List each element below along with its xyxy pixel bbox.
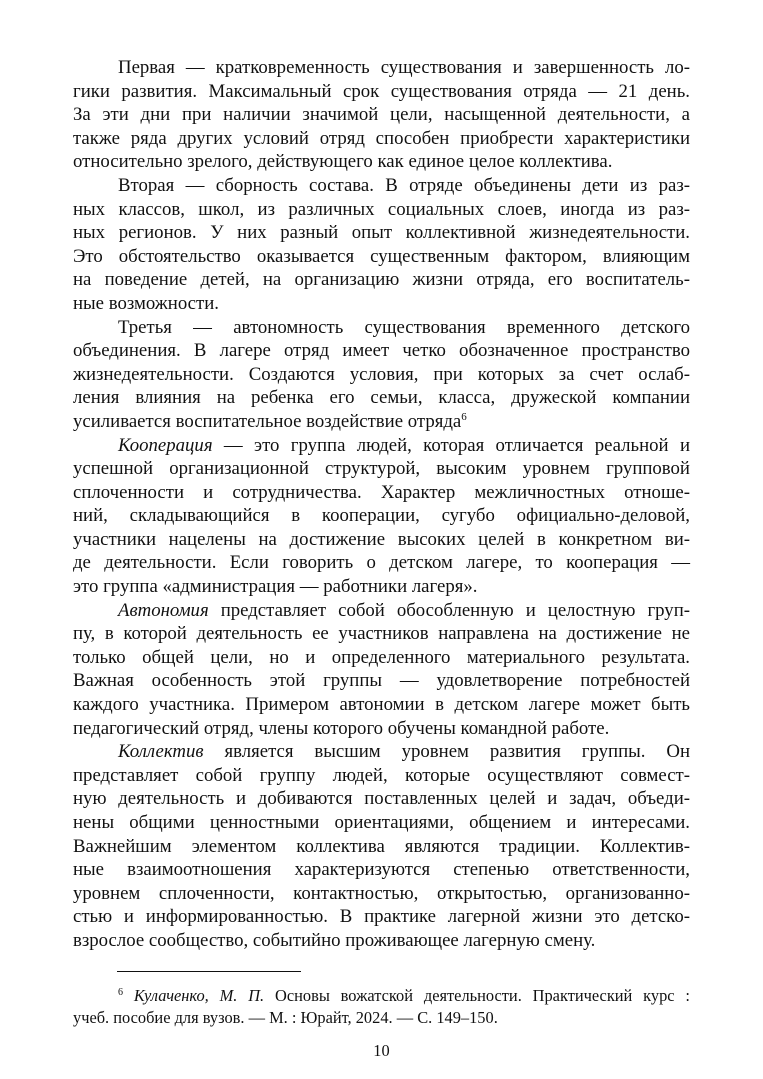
- text-line: ний, складывающийся в кооперации, сугубо официально-деловой,: [73, 505, 690, 527]
- text-line: объединения. В лагере отряд имеет четко обозначенное пространство: [73, 340, 690, 362]
- text-line: гики развития. Максимальный срок существования отряда — 21 день.: [73, 80, 690, 102]
- text-line: За эти дни при наличии значимой цели, насыщенной деятельности, а: [73, 104, 690, 126]
- text-line: каждого участника. Примером автономии в детском лагере может быть: [73, 694, 690, 716]
- text-line: Важная особенность этой группы — удовлетворение потребностей: [73, 670, 690, 692]
- text-fragment: представляет собой обособленную и целостную груп-: [208, 599, 690, 621]
- paragraph-3: [73, 316, 690, 434]
- text-line: [73, 410, 690, 434]
- footnote-reference: 6: [461, 410, 467, 423]
- text-line: успешной организационной структурой, высоким уровнем групповой: [73, 458, 690, 480]
- paragraph-autonomy: [73, 599, 690, 741]
- text-line: ную деятельность и добиваются поставленных целей и задач, объеди-: [73, 788, 690, 810]
- text-line: Третья — автономность существования временного детского: [118, 316, 690, 338]
- text-line: на поведение детей, на организацию жизни отряда, его воспитатель-: [73, 269, 690, 291]
- page-body: [73, 56, 690, 953]
- text-line: взрослое сообщество, событийно проживающее лагерную смену.: [73, 929, 596, 951]
- text-fragment: — это группа людей, которая отличается реальной и: [212, 434, 690, 456]
- footnote-separator: [117, 971, 301, 972]
- text-line: это группа «администрация — работники лагеря».: [73, 576, 478, 598]
- text-line: сплоченности и сотрудничества. Характер межличностных отноше-: [73, 481, 690, 503]
- text-fragment: является высшим уровнем развития группы. Он: [203, 741, 690, 763]
- paragraph-cooperation: [73, 434, 690, 599]
- text-line: жизнедеятельности. Создаются условия, при которых за счет ослаб-: [73, 363, 690, 385]
- footnote-number: 6: [118, 987, 123, 998]
- text-line: также ряда других условий отряд способен приобрести характеристики: [73, 127, 690, 149]
- text-line: де деятельности. Если говорить о детском лагере, то кооперация —: [73, 552, 690, 574]
- text-line: нены общими ценностными ориентациями, общением и интересами.: [73, 812, 690, 833]
- text-line: Это обстоятельство оказывается существенным фактором, влияющим: [73, 245, 690, 267]
- text-fragment: усиливается воспитательное воздействие отряда: [73, 410, 462, 432]
- text-line: ные взаимоотношения характеризуются степенью ответственности,: [73, 859, 690, 881]
- paragraph-1: [73, 56, 690, 174]
- text-line: Первая — кратковременность существования и завершенность ло-: [118, 57, 690, 78]
- text-fragment: Основы вожатской деятельности. Практический курс :: [264, 986, 690, 1005]
- text-line: ных регионов. У них разный опыт коллективной жизнедеятельности.: [73, 222, 690, 244]
- text-line: относительно зрелого, действующего как единое целое коллектива.: [73, 151, 613, 173]
- term-collective: Коллектив: [118, 741, 204, 763]
- text-line: ные возможности.: [73, 292, 219, 314]
- paragraph-collective: [73, 740, 690, 952]
- text-line: ления влияния на ребенка его семьи, класса, дружеской компании: [73, 387, 690, 409]
- text-line: пу, в которой деятельность ее участников направлена на достижение не: [73, 623, 690, 645]
- term-autonomy: Автономия: [118, 599, 209, 621]
- text-line: представляет собой группу людей, которые осуществляют совмест-: [73, 764, 690, 786]
- paragraph-2: [73, 174, 690, 316]
- text-line: стью и информированностью. В практике лагерной жизни это детско-: [73, 906, 690, 928]
- text-line: Вторая — сборность состава. В отряде объединены дети из раз-: [118, 174, 690, 196]
- text-line: [73, 599, 690, 623]
- page-number: 10: [373, 1041, 390, 1060]
- footnote-line: [73, 985, 690, 1007]
- text-line: уровнем сплоченности, контактностью, открытостью, организованно-: [73, 882, 690, 904]
- footnote-author: Кулаченко, М. П.: [133, 986, 265, 1005]
- text-line: [73, 740, 690, 764]
- text-line: педагогический отряд, члены которого обучены командной работе.: [73, 717, 610, 739]
- text-line: только общей цели, но и определенного материального результата.: [73, 646, 690, 668]
- footnote: [73, 985, 690, 1028]
- text-line: участники нацелены на достижение высоких целей в конкретном ви-: [73, 528, 690, 550]
- text-line: [73, 434, 690, 458]
- footnote-line: учеб. пособие для вузов. — М. : Юрайт, 2024. — С. 149–150.: [73, 1007, 498, 1027]
- text-line: ных классов, школ, из различных социальных слоев, иногда из раз-: [73, 198, 690, 220]
- term-cooperation: Кооперация: [118, 434, 213, 456]
- text-line: Важнейшим элементом коллектива являются традиции. Коллектив-: [73, 835, 690, 857]
